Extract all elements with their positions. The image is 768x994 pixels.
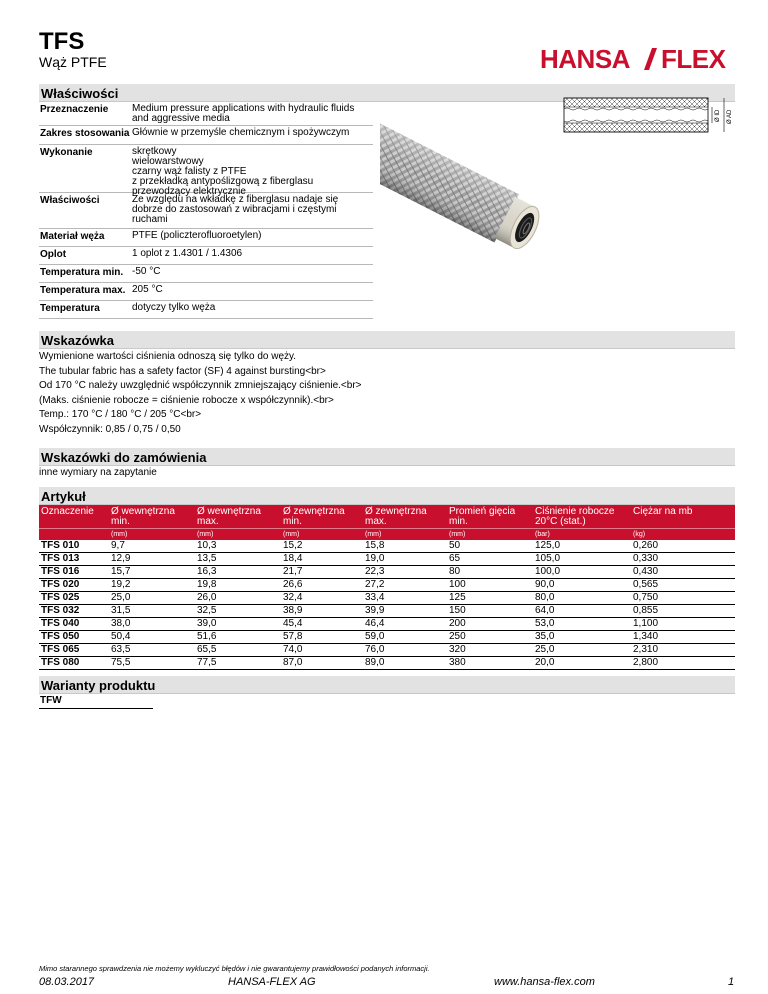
property-key: Temperatura min. bbox=[40, 267, 124, 278]
article-value: 38,9 bbox=[281, 605, 363, 618]
column-unit: (mm) bbox=[109, 529, 195, 541]
logo-text-left: HANSA bbox=[540, 47, 630, 71]
property-value bbox=[132, 229, 373, 246]
article-value: 19,0 bbox=[363, 553, 447, 566]
page-subtitle: Wąż PTFE bbox=[39, 54, 107, 70]
property-key: Zakres stosowania bbox=[40, 128, 130, 139]
property-value-line: z przekładką antypoślizgową z fiberglasu bbox=[132, 176, 314, 187]
properties-list bbox=[39, 102, 373, 319]
table-row bbox=[39, 566, 735, 579]
column-unit: (bar) bbox=[533, 529, 631, 541]
property-key: Temperatura max. bbox=[40, 285, 126, 296]
property-value bbox=[132, 193, 373, 228]
article-value: 33,4 bbox=[363, 592, 447, 605]
property-row bbox=[39, 102, 373, 126]
property-key: Materiał węża bbox=[40, 231, 105, 242]
property-value-line: dobrze do zastosowań z wibracjami i częstymi bbox=[132, 204, 337, 215]
article-value: 250 bbox=[447, 631, 533, 644]
article-value: 100 bbox=[447, 579, 533, 592]
property-row bbox=[39, 301, 373, 319]
article-value: 380 bbox=[447, 657, 533, 670]
article-value: 20,0 bbox=[533, 657, 631, 670]
property-value bbox=[132, 102, 373, 125]
property-row bbox=[39, 265, 373, 283]
column-unit: (kg) bbox=[631, 529, 735, 541]
article-value: 19,2 bbox=[109, 579, 195, 592]
article-value: 0,260 bbox=[631, 540, 735, 553]
article-value: 22,3 bbox=[363, 566, 447, 579]
article-value: 1,340 bbox=[631, 631, 735, 644]
property-value-line: Głównie w przemyśle chemicznym i spożywczym bbox=[132, 127, 350, 138]
table-row bbox=[39, 605, 735, 618]
property-key: Wykonanie bbox=[40, 147, 93, 158]
article-value: 64,0 bbox=[533, 605, 631, 618]
article-value: 125 bbox=[447, 592, 533, 605]
property-value-line: ruchami bbox=[132, 214, 168, 225]
article-value: 9,7 bbox=[109, 540, 195, 553]
property-value-line: 205 °C bbox=[132, 284, 163, 295]
article-value: 125,0 bbox=[533, 540, 631, 553]
article-value: 50 bbox=[447, 540, 533, 553]
hint-line: Temp.: 170 °C / 180 °C / 205 °C<br> bbox=[39, 409, 202, 420]
drawing-od-label: Ø AD bbox=[727, 109, 733, 124]
article-value: 105,0 bbox=[533, 553, 631, 566]
hint-line: (Maks. ciśnienie robocze = ciśnienie robocze x współczynnik).<br> bbox=[39, 394, 334, 406]
article-value: 65,5 bbox=[195, 644, 281, 657]
ordering-heading: Wskazówki do zamówienia bbox=[39, 448, 735, 466]
property-row bbox=[39, 283, 373, 301]
article-value: 87,0 bbox=[281, 657, 363, 670]
article-value: 25,0 bbox=[533, 644, 631, 657]
ordering-text: inne wymiary na zapytanie bbox=[39, 467, 157, 478]
property-value-line: czarny wąż falisty z PTFE bbox=[132, 166, 247, 177]
column-header: Ø wewnętrzna min. bbox=[109, 505, 195, 529]
table-row bbox=[39, 618, 735, 631]
article-value: 16,3 bbox=[195, 566, 281, 579]
page-title: TFS bbox=[39, 28, 85, 55]
article-value: 2,800 bbox=[631, 657, 735, 670]
article-value: 46,4 bbox=[363, 618, 447, 631]
hansa-flex-logo bbox=[540, 47, 736, 71]
property-value-line: Ze względu na wkładkę z fiberglasu nadaje się bbox=[132, 194, 339, 205]
property-key: Temperatura bbox=[40, 303, 100, 314]
property-value bbox=[132, 145, 373, 197]
property-value-line: wielowarstwowy bbox=[132, 156, 204, 167]
logo-text-right: FLEX bbox=[661, 47, 726, 71]
article-value: 53,0 bbox=[533, 618, 631, 631]
property-value-line: dotyczy tylko węża bbox=[132, 302, 216, 313]
article-value: 13,5 bbox=[195, 553, 281, 566]
article-value: 12,9 bbox=[109, 553, 195, 566]
article-code: TFS 080 bbox=[39, 657, 109, 670]
article-value: 77,5 bbox=[195, 657, 281, 670]
column-unit bbox=[39, 529, 109, 541]
article-value: 74,0 bbox=[281, 644, 363, 657]
property-value bbox=[132, 265, 373, 282]
articles-heading: Artykuł bbox=[39, 487, 735, 505]
footer-company: HANSA-FLEX AG bbox=[228, 976, 316, 988]
property-row bbox=[39, 247, 373, 265]
article-value: 90,0 bbox=[533, 579, 631, 592]
property-value-line: przewodzący elektrycznie bbox=[132, 186, 246, 197]
article-value: 10,3 bbox=[195, 540, 281, 553]
article-value: 21,7 bbox=[281, 566, 363, 579]
hose-cross-section-drawing bbox=[562, 94, 738, 136]
article-value: 32,5 bbox=[195, 605, 281, 618]
article-value: 75,5 bbox=[109, 657, 195, 670]
article-value: 80,0 bbox=[533, 592, 631, 605]
article-value: 15,2 bbox=[281, 540, 363, 553]
column-header: Ciężar na mb bbox=[631, 505, 735, 529]
hint-line: The tubular fabric has a safety factor (SF) 4 against bursting<br> bbox=[39, 365, 326, 377]
article-code: TFS 016 bbox=[39, 566, 109, 579]
article-value: 0,855 bbox=[631, 605, 735, 618]
article-value: 59,0 bbox=[363, 631, 447, 644]
article-value: 39,9 bbox=[363, 605, 447, 618]
table-row bbox=[39, 644, 735, 657]
property-value-line: 1 oplot z 1.4301 / 1.4306 bbox=[132, 248, 243, 259]
article-value: 0,565 bbox=[631, 579, 735, 592]
properties-heading: Właściwości bbox=[39, 84, 735, 102]
variant-item[interactable]: TFW bbox=[39, 693, 153, 709]
footer-website[interactable]: www.hansa-flex.com bbox=[494, 976, 595, 988]
hint-line: Współczynnik: 0,85 / 0,75 / 0,50 bbox=[39, 423, 181, 435]
property-value-line: skrętkowy bbox=[132, 146, 177, 157]
article-value: 2,310 bbox=[631, 644, 735, 657]
property-value bbox=[132, 126, 373, 144]
property-row bbox=[39, 193, 373, 229]
property-value-line: PTFE (policzterofluoroetylen) bbox=[132, 230, 262, 241]
article-value: 150 bbox=[447, 605, 533, 618]
article-code: TFS 025 bbox=[39, 592, 109, 605]
article-value: 15,8 bbox=[363, 540, 447, 553]
article-code: TFS 040 bbox=[39, 618, 109, 631]
article-value: 0,430 bbox=[631, 566, 735, 579]
table-header-row bbox=[39, 505, 735, 529]
article-value: 19,8 bbox=[195, 579, 281, 592]
article-value: 89,0 bbox=[363, 657, 447, 670]
articles-table bbox=[39, 505, 735, 670]
property-row bbox=[39, 126, 373, 145]
article-value: 0,750 bbox=[631, 592, 735, 605]
property-key: Przeznaczenie bbox=[40, 104, 109, 115]
table-row bbox=[39, 553, 735, 566]
property-key: Właściwości bbox=[40, 195, 100, 206]
article-code: TFS 065 bbox=[39, 644, 109, 657]
table-row bbox=[39, 631, 735, 644]
article-value: 39,0 bbox=[195, 618, 281, 631]
article-value: 18,4 bbox=[281, 553, 363, 566]
property-row bbox=[39, 145, 373, 197]
article-value: 200 bbox=[447, 618, 533, 631]
article-value: 51,6 bbox=[195, 631, 281, 644]
article-value: 0,330 bbox=[631, 553, 735, 566]
hose-photo bbox=[380, 96, 556, 308]
article-value: 15,7 bbox=[109, 566, 195, 579]
drawing-id-label: Ø ID bbox=[715, 109, 721, 122]
logo-slash-icon bbox=[644, 48, 657, 70]
column-unit: (mm) bbox=[447, 529, 533, 541]
article-value: 76,0 bbox=[363, 644, 447, 657]
property-value-line: -50 °C bbox=[132, 266, 161, 277]
article-value: 57,8 bbox=[281, 631, 363, 644]
table-body bbox=[39, 540, 735, 670]
column-unit: (mm) bbox=[281, 529, 363, 541]
article-value: 320 bbox=[447, 644, 533, 657]
article-value: 45,4 bbox=[281, 618, 363, 631]
article-code: TFS 050 bbox=[39, 631, 109, 644]
property-row bbox=[39, 229, 373, 247]
article-value: 38,0 bbox=[109, 618, 195, 631]
article-code: TFS 020 bbox=[39, 579, 109, 592]
column-header: Ø zewnętrzna min. bbox=[281, 505, 363, 529]
article-value: 32,4 bbox=[281, 592, 363, 605]
article-code: TFS 010 bbox=[39, 540, 109, 553]
article-value: 50,4 bbox=[109, 631, 195, 644]
hint-heading: Wskazówka bbox=[39, 331, 735, 349]
article-value: 63,5 bbox=[109, 644, 195, 657]
hint-text bbox=[39, 350, 362, 437]
column-header: Ciśnienie robocze 20°C (stat.) bbox=[533, 505, 631, 529]
property-value bbox=[132, 247, 373, 264]
property-value bbox=[132, 301, 373, 318]
article-value: 26,6 bbox=[281, 579, 363, 592]
article-code: TFS 013 bbox=[39, 553, 109, 566]
article-value: 31,5 bbox=[109, 605, 195, 618]
table-units-row bbox=[39, 529, 735, 541]
article-value: 25,0 bbox=[109, 592, 195, 605]
footer-page-number: 1 bbox=[728, 976, 735, 988]
column-unit: (mm) bbox=[195, 529, 281, 541]
property-key: Oplot bbox=[40, 249, 67, 260]
property-value-line: and aggressive media bbox=[132, 113, 230, 124]
column-header: Oznaczenie bbox=[39, 505, 109, 529]
hint-line: Od 170 °C należy uwzględnić współczynnik zmniejszający ciśnienie.<br> bbox=[39, 380, 362, 391]
article-value: 35,0 bbox=[533, 631, 631, 644]
article-value: 65 bbox=[447, 553, 533, 566]
column-header: Ø zewnętrzna max. bbox=[363, 505, 447, 529]
article-value: 1,100 bbox=[631, 618, 735, 631]
article-value: 100,0 bbox=[533, 566, 631, 579]
table-row bbox=[39, 540, 735, 553]
footer-date: 08.03.2017 bbox=[39, 976, 95, 988]
table-row bbox=[39, 579, 735, 592]
property-value-line: Medium pressure applications with hydraulic fluids bbox=[132, 103, 355, 114]
article-value: 80 bbox=[447, 566, 533, 579]
hint-line: Wymienione wartości ciśnienia odnoszą się tylko do węży. bbox=[39, 351, 297, 362]
column-header: Ø wewnętrzna max. bbox=[195, 505, 281, 529]
variants-heading: Warianty produktu bbox=[39, 676, 735, 694]
article-code: TFS 032 bbox=[39, 605, 109, 618]
column-unit: (mm) bbox=[363, 529, 447, 541]
property-value bbox=[132, 283, 373, 300]
column-header: Promień gięcia min. bbox=[447, 505, 533, 529]
table-row bbox=[39, 592, 735, 605]
table-row bbox=[39, 657, 735, 670]
footer-disclaimer: Mimo starannego sprawdzenia nie możemy wykluczyć błędów i nie gwarantujemy prawidłowości podanych informacji. bbox=[39, 964, 430, 973]
article-value: 27,2 bbox=[363, 579, 447, 592]
article-value: 26,0 bbox=[195, 592, 281, 605]
